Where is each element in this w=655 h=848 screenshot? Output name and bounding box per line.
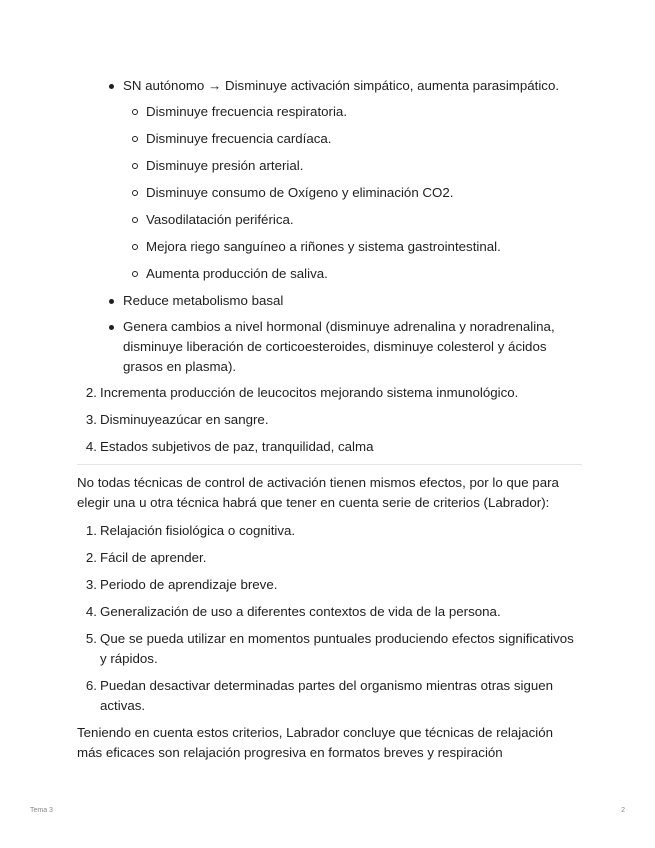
bullet-text: SN autónomo → Disminuye activación simpático, aumenta parasimpático. — [123, 78, 560, 93]
list-item — [85, 437, 577, 457]
list-item — [85, 383, 577, 403]
effects-numbered-list — [85, 383, 577, 457]
subitem — [146, 129, 577, 149]
bullet-dot-icon — [109, 325, 114, 330]
bullet-item-metabolismo — [123, 291, 577, 311]
circle-bullet-icon — [132, 163, 138, 169]
document-body — [77, 76, 577, 771]
list-item-text: Puedan desactivar determinadas partes del organismo mientras otras siguen activas. — [100, 678, 554, 713]
subitem-text: Disminuye consumo de Oxígeno y eliminación CO2. — [146, 185, 454, 200]
subitem-text: Disminuye frecuencia cardíaca. — [146, 131, 332, 146]
list-item-text: Periodo de aprendizaje breve. — [100, 577, 278, 592]
list-number: 1. — [85, 523, 97, 538]
list-number: 4. — [85, 604, 97, 619]
criteria-numbered-list — [85, 521, 577, 716]
circle-bullet-icon — [132, 244, 138, 250]
list-item — [85, 575, 577, 595]
list-number: 5. — [85, 631, 97, 646]
list-item-text: Que se pueda utilizar en momentos puntuales produciendo efectos significativos y rápidos. — [100, 631, 574, 666]
subitem — [146, 102, 577, 122]
bullet-dot-icon — [109, 299, 114, 304]
list-item-text: Relajación fisiológica o cognitiva. — [100, 523, 296, 538]
subitem-text: Disminuye presión arterial. — [146, 158, 304, 173]
bullet-text: Genera cambios a nivel hormonal (disminuye adrenalina y noradrenalina, disminuye liberación de corticoesteroides, disminuye colesterol y ácidos grasos en plasma). — [123, 319, 555, 374]
list-item — [85, 521, 577, 541]
list-item-text: Disminuyeazúcar en sangre. — [100, 412, 269, 427]
circle-bullet-icon — [132, 217, 138, 223]
list-number: 2. — [85, 550, 97, 565]
bullet-dot-icon — [109, 84, 114, 89]
list-item — [85, 548, 577, 568]
list-number: 4. — [85, 439, 97, 454]
circle-bullet-icon — [132, 109, 138, 115]
list-number: 6. — [85, 678, 97, 693]
subitem — [146, 210, 577, 230]
footer-page-number: 2 — [621, 807, 625, 814]
subitem — [146, 183, 577, 203]
bullet-item-hormonal — [123, 317, 577, 377]
subitem-text: Mejora riego sanguíneo a riñones y sistema gastrointestinal. — [146, 239, 501, 254]
conclusion-paragraph: Teniendo en cuenta estos criterios, Labrador concluye que técnicas de relajación más eficaces son relajación progresiva en formatos breves y respiración — [77, 725, 554, 760]
subitem-text: Aumenta producción de saliva. — [146, 266, 328, 281]
list-item-text: Fácil de aprender. — [100, 550, 207, 565]
list-item — [85, 410, 577, 430]
sn-autonomo-subitems — [146, 102, 577, 284]
list-number: 3. — [85, 577, 97, 592]
subitem — [146, 237, 577, 257]
circle-bullet-icon — [132, 271, 138, 277]
list-item-text: Generalización de uso a diferentes contextos de vida de la persona. — [100, 604, 501, 619]
list-item — [85, 676, 577, 716]
physiological-effects-bullets — [123, 76, 577, 377]
subitem-text: Vasodilatación periférica. — [146, 212, 294, 227]
list-item-text: Incrementa producción de leucocitos mejorando sistema inmunológico. — [100, 385, 519, 400]
subitem — [146, 264, 577, 284]
list-item — [85, 629, 577, 669]
bullet-text: Reduce metabolismo basal — [123, 293, 284, 308]
list-item — [85, 602, 577, 622]
list-number: 3. — [85, 412, 97, 427]
circle-bullet-icon — [132, 136, 138, 142]
bullet-item-sn-autonomo — [123, 76, 577, 284]
list-number: 2. — [85, 385, 97, 400]
list-item-text: Estados subjetivos de paz, tranquilidad, calma — [100, 439, 374, 454]
subitem-text: Disminuye frecuencia respiratoria. — [146, 104, 348, 119]
circle-bullet-icon — [132, 190, 138, 196]
footer-chapter-label: Tema 3 — [30, 807, 53, 814]
subitem — [146, 156, 577, 176]
section-divider — [77, 464, 582, 465]
criteria-intro-paragraph: No todas técnicas de control de activación tienen mismos efectos, por lo que para elegir una u otra técnica habrá que tener en cuenta serie de criterios (Labrador): — [77, 475, 559, 510]
